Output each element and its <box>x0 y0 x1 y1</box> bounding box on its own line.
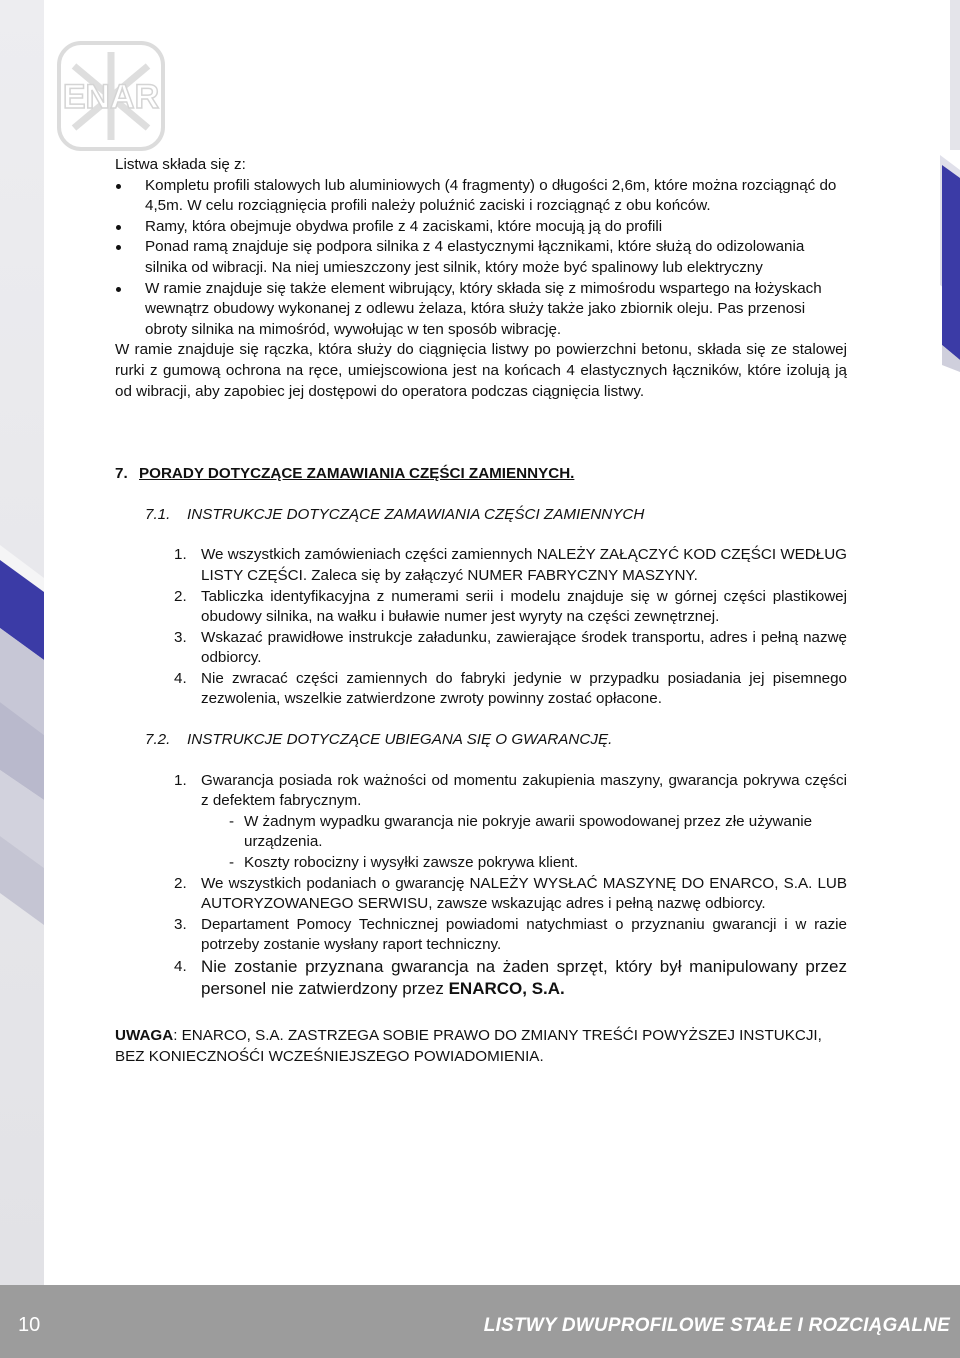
handle-paragraph: W ramie znajduje się rączka, która służy do ciągnięcia listwy po powierzchni betonu, składa się ze stalowej rurki z gumową ochrona na ręce, umiejscowiona jest na końcach 4 elastycznych łączników, które izolują ją od wibracji, aby zapobiec jej dostępowi do operatora podczas ciągnięcia listwy. <box>115 341 847 400</box>
list-item: 3. Departament Pomocy Technicznej powiadomi natychmiast o przyznaniu gwarancji i w razie potrzeby zostanie wysłany raport techniczny. <box>174 915 847 954</box>
section-number: 7.2. <box>145 731 171 749</box>
list-item: Ramy, która obejmuje obydwa profile z 4 zaciskami, które mocują ją do profili <box>115 217 847 238</box>
logo-text: ENAR <box>62 78 160 116</box>
right-side-decor <box>940 0 960 1285</box>
list-item: 3. Wskazać prawidłowe instrukcje załadunku, zawierające środek transportu, adres i pełną nazwę odbiorcy. <box>174 628 847 667</box>
warranty-instructions <box>115 771 847 1000</box>
dash-item: - W żadnym wypadku gwarancja nie pokryje awarii spowodowanej przez złe używanie urządzenia. <box>229 812 813 851</box>
warning-label: UWAGA <box>115 1027 174 1044</box>
list-item: Kompletu profili stalowych lub aluminiowych (4 fragmenty) o długości 2,6m, które można rozciągnąć do 4,5m. W celu rozciągnięcia profili należy poluźnić zaciski i rozciągnąć z obu końców. <box>115 176 847 217</box>
left-side-bar <box>0 0 44 1285</box>
section-number: 7.1. <box>145 505 171 523</box>
ordering-instructions <box>115 545 847 710</box>
section-title: PORADY DOTYCZĄCE ZAMAWIANIA CZĘŚCI ZAMIENNYCH. <box>139 465 575 483</box>
page-number: 10 <box>18 1314 41 1336</box>
page-footer <box>0 1285 960 1358</box>
section-title: INSTRUKCJE DOTYCZĄCE ZAMAWIANIA CZĘŚCI ZAMIENNYCH <box>187 505 645 523</box>
list-item: W ramie znajduje się także element wibrujący, który składa się z mimośrodu wspartego na łożyskach wewnątrz obudowy wykonanej z odlewu żelaza, która służy także jako zbiornik oleju. Pas przenosi obroty silnika na mimośród, wywołując w ten sposób wibrację. <box>115 279 847 341</box>
left-decor-stripes <box>0 0 44 1285</box>
component-list <box>115 176 847 341</box>
list-item: 4. Nie zwracać części zamiennych do fabryki jedynie w przypadku posiadania jej pisemnego zezwolenia, wszelkie zatwierdzone zwroty powinny zostać opłacone. <box>174 669 847 708</box>
dash-list <box>201 812 847 874</box>
section-number: 7. <box>115 465 128 483</box>
list-item: 1. Gwarancja posiada rok ważności od momentu zakupienia maszyny, gwarancja pokrywa części z defektem fabrycznym. - W żadnym wypadku gwarancja nie pokryje awarii spowodowanej przez złe używanie urządzenia. - Koszty robocizny i wysyłki zawsze pokrywa klient. <box>115 771 847 874</box>
section-7-2-heading <box>115 730 847 751</box>
section-7-heading <box>115 464 847 485</box>
intro-heading: Listwa składa się z: <box>115 156 246 173</box>
enar-logo <box>56 40 166 152</box>
list-item: Ponad ramą znajduje się podpora silnika z 4 elastycznymi łącznikami, które służą do odizolowania silnika od wibracji. Na niej umieszczony jest silnik, który może być spalinowy lub elektryczny <box>115 237 847 278</box>
section-7-1-heading <box>115 505 847 526</box>
list-item: 1. We wszystkich zamówieniach części zamiennych NALEŻY ZAŁĄCZYĆ KOD CZĘŚCI WEDŁUG LISTY CZĘŚCI. Zaleca się by załączyć NUMER FABRYCZNY MASZYNY. <box>174 546 847 584</box>
warning-note: UWAGA: ENARCO, S.A. ZASTRZEGA SOBIE PRAWO DO ZMIANY TREŚĆI POWYŻSZEJ INSTUKCJI, BEZ KONIECZNOŚĆI WCZEŚNIEJSZEGO POWIADOMIENIA. <box>115 1027 822 1065</box>
section-title: INSTRUKCJE DOTYCZĄCE UBIEGANA SIĘ O GWARANCJĘ. <box>187 731 613 749</box>
footer-title: LISTWY DWUPROFILOWE STAŁE I ROZCIĄGALNE <box>483 1315 950 1336</box>
list-item: 4. Nie zostanie przyznana gwarancja na żaden sprzęt, który był manipulowany przez personel nie zatwierdzony przez ENARCO, S.A. <box>174 957 847 998</box>
list-item: 2. We wszystkich podaniach o gwarancję NALEŻY WYSŁAĆ MASZYNĘ DO ENARCO, S.A. LUB AUTORYZOWANEGO SERWISU, zawsze wskazując adres i pełną nazwę odbiorcy. <box>174 874 847 913</box>
list-item: 2. Tabliczka identyfikacyjna z numerami serii i modelu znajduje się w górnej części plastikowej obudowy silnika, na wałku i buławie numer jest wyryty na części zewnętrznej. <box>174 587 847 626</box>
document-body <box>115 155 847 1067</box>
dash-item: - Koszty robocizny i wysyłki zawsze pokrywa klient. <box>229 854 579 872</box>
